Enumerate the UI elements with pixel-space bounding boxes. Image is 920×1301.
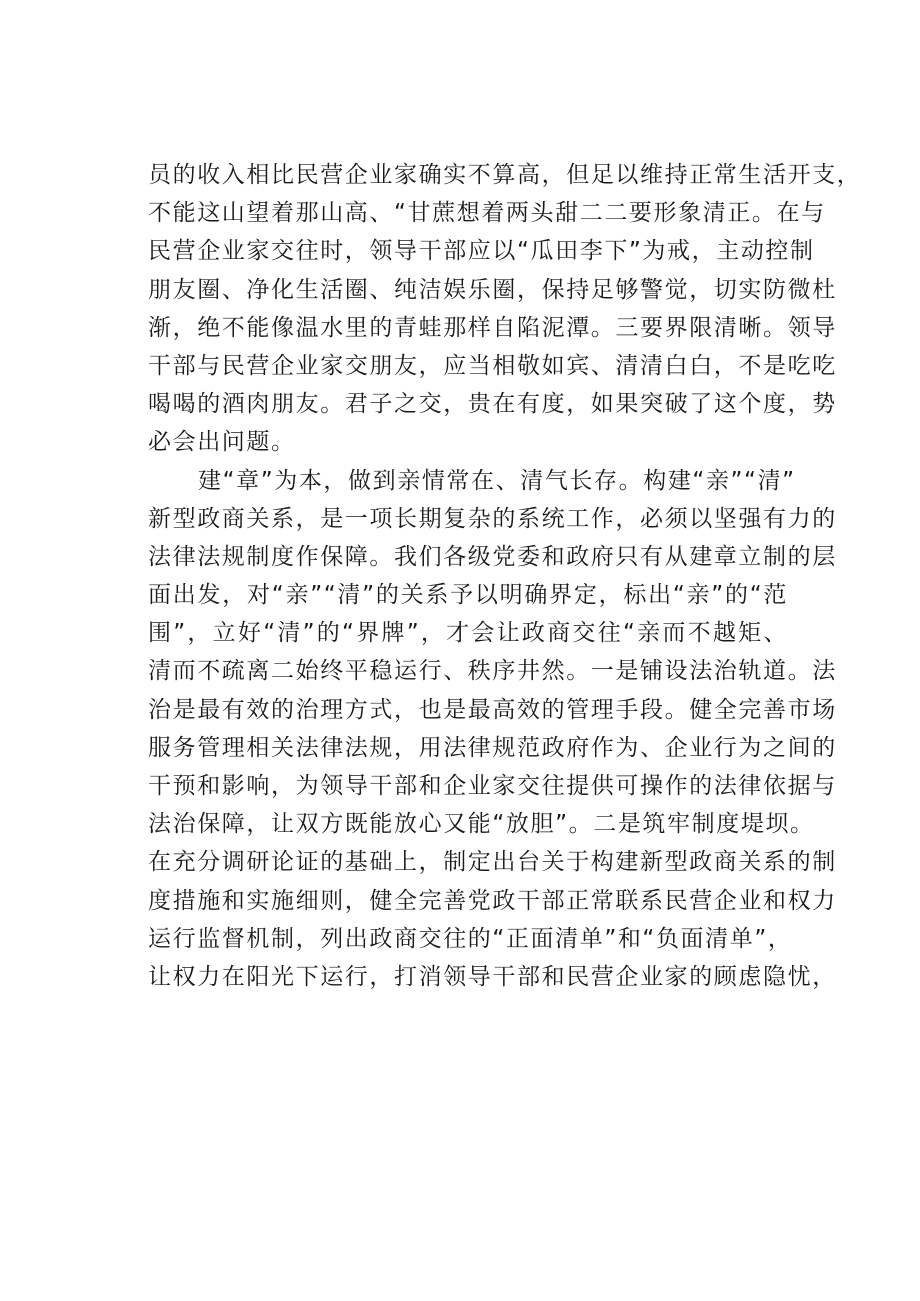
text-line: 围”，立好“清”的“界牌”，才会让政商交往“亲而不越矩、 <box>148 620 788 647</box>
text-line: 干部与民营企业家交朋友，应当相敬如宾、清清白白，不是吃吃 <box>148 352 837 379</box>
text-line: 朋友圈、净化生活圈、纯洁娱乐圈，保持足够警觉，切实防微杜 <box>148 276 837 303</box>
text-line: 渐，绝不能像温水里的青蛙那样自陷泥潭。三要界限清晰。领导 <box>148 314 837 341</box>
text-line: 面出发，对“亲”“清”的关系予以明确界定，标出“亲”的“范 <box>148 582 788 609</box>
text-line: 民营企业家交往时，领导干部应以“瓜田李下”为戒，主动控制 <box>148 238 815 265</box>
text-line: 法律法规制度作保障。我们各级党委和政府只有从建章立制的层 <box>148 543 837 570</box>
text-line: 不能这山望着那山高、“甘蔗想着两头甜二二要形象清正。在与 <box>148 200 826 227</box>
text-line: 服务管理相关法律法规，用法律规范政府作为、企业行为之间的 <box>148 734 837 761</box>
text-line: 法治保障，让双方既能放心又能“放胆”。二是筑牢制度堤坝。 <box>148 811 815 838</box>
text-line: 新型政商关系，是一项长期复杂的系统工作，必须以坚强有力的 <box>148 505 837 532</box>
text-line: 让权力在阳光下运行，打消领导干部和民营企业家的顾虑隐忧， <box>148 963 837 990</box>
text-line: 员的收入相比民营企业家确实不算高，但足以维持正常生活开支， <box>148 162 862 188</box>
text-line: 在充分调研论证的基础上，制定出台关于构建新型政商关系的制 <box>148 849 837 876</box>
text-line: 喝喝的酒肉朋友。君子之交，贵在有度，如果突破了这个度，势 <box>148 391 837 418</box>
text-line: 干预和影响，为领导干部和企业家交往提供可操作的法律依据与 <box>148 773 837 799</box>
body-text <box>148 156 862 996</box>
text-line: 必会出问题。 <box>148 429 296 456</box>
text-line: 运行监督机制，列出政商交往的“正面清单”和“负面清单”， <box>148 925 793 952</box>
paragraph-start-line: 建“章”为本，做到亲情常在、清气长存。构建“亲”“清” <box>198 467 796 494</box>
text-line: 清而不疏离二始终平稳运行、秩序井然。一是铺设法治轨道。法 <box>148 658 837 685</box>
text-line: 度措施和实施细则，健全完善党政干部正常联系民营企业和权力 <box>148 887 837 914</box>
text-line: 治是最有效的治理方式，也是最高效的管理手段。健全完善市场 <box>148 696 837 723</box>
